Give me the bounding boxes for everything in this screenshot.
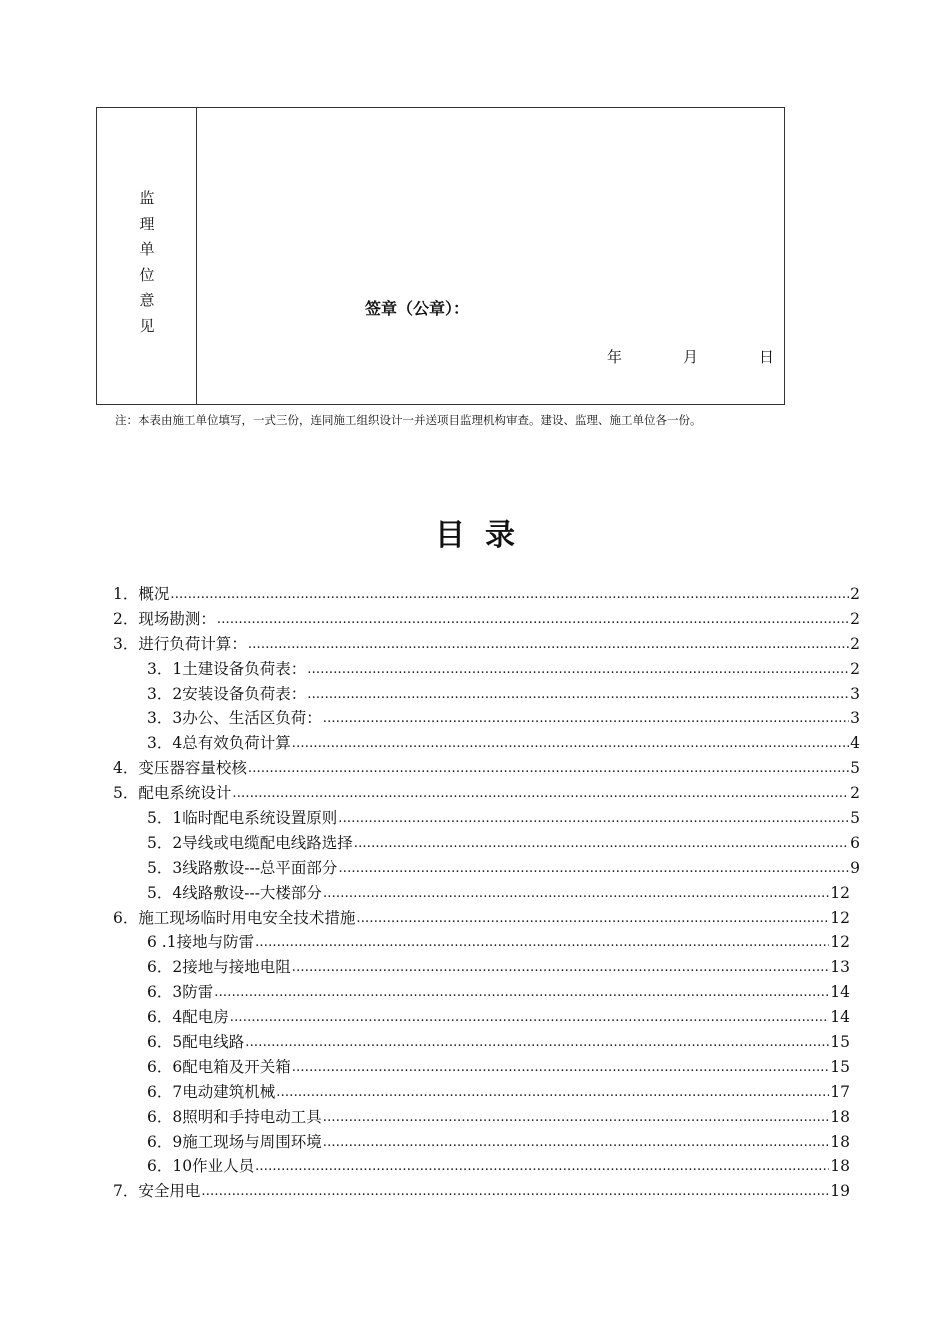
toc-entry[interactable] (113, 980, 860, 1005)
toc-entry[interactable] (113, 582, 860, 607)
toc-entry-page: 9 (850, 858, 860, 877)
toc-leader-dots (338, 858, 849, 876)
toc-entry-label: 6．10作业人员 (147, 1157, 255, 1176)
toc-entry[interactable] (113, 831, 860, 856)
toc-leader-dots (307, 684, 849, 702)
table-of-contents (113, 582, 860, 1204)
toc-entry-page: 13 (830, 958, 850, 977)
toc-leader-dots (217, 609, 849, 627)
toc-leader-dots (354, 833, 849, 851)
toc-entry[interactable] (113, 906, 860, 931)
toc-entry-page: 2 (850, 659, 860, 678)
toc-entry-page: 6 (850, 833, 860, 852)
toc-title: 目录 (435, 518, 535, 553)
toc-entry-page: 18 (830, 1132, 850, 1151)
toc-entry[interactable] (113, 806, 860, 831)
toc-entry-page: 12 (830, 933, 850, 952)
toc-entry-page: 4 (850, 734, 860, 753)
table-note: 注：本表由施工单位填写，一式三份，连同施工组织设计一并送项目监理机构审查。建设、监理、施工单位各一份。 (115, 413, 702, 427)
toc-entry[interactable] (113, 607, 860, 632)
toc-leader-dots (232, 783, 849, 801)
toc-entry[interactable] (113, 1154, 860, 1179)
toc-entry[interactable] (113, 881, 860, 906)
toc-leader-dots (323, 1132, 830, 1150)
label-char: 意 (139, 291, 155, 309)
opinion-label-cell (97, 108, 197, 404)
toc-leader-dots (292, 1057, 830, 1075)
toc-entry-label: 3．进行负荷计算： (113, 634, 247, 653)
toc-entry-page: 19 (830, 1182, 850, 1201)
toc-entry-label: 5．2导线或电缆配电线路选择 (147, 833, 353, 852)
toc-entry-label: 5．1临时配电系统设置原则 (147, 809, 338, 828)
toc-entry[interactable] (113, 1130, 860, 1155)
toc-entry[interactable] (113, 1179, 860, 1204)
toc-entry-page: 12 (830, 883, 850, 902)
toc-entry-label: 6．5配电线路 (147, 1033, 245, 1052)
toc-entry-page: 17 (830, 1082, 850, 1101)
toc-entry[interactable] (113, 731, 860, 756)
toc-leader-dots (201, 1181, 829, 1199)
toc-leader-dots (307, 659, 849, 677)
toc-entry-page: 14 (830, 1008, 850, 1027)
toc-entry-label: 6．8照明和手持电动工具 (147, 1107, 322, 1126)
toc-entry-page: 15 (830, 1057, 850, 1076)
toc-leader-dots (230, 1007, 830, 1025)
toc-leader-dots (248, 758, 849, 776)
toc-leader-dots (292, 733, 849, 751)
toc-entry[interactable] (113, 1055, 860, 1080)
label-char: 监 (139, 189, 155, 207)
label-char: 见 (139, 316, 155, 335)
toc-entry-page: 18 (830, 1107, 850, 1126)
toc-entry[interactable] (113, 856, 860, 881)
toc-entry-label: 5．配电系统设计 (113, 784, 232, 803)
toc-leader-dots (248, 634, 849, 652)
toc-entry-page: 5 (850, 759, 860, 778)
toc-entry-label: 6．施工现场临时用电安全技术措施 (113, 908, 356, 927)
toc-entry[interactable] (113, 706, 860, 731)
toc-entry-label: 6．2接地与接地电阻 (147, 958, 291, 977)
toc-leader-dots (323, 708, 849, 726)
toc-entry-label: 5．4线路敷设---大楼部分 (147, 883, 322, 902)
toc-entry-page: 5 (850, 809, 860, 828)
toc-entry-label: 6．4配电房 (147, 1008, 229, 1027)
toc-entry-page: 18 (830, 1157, 850, 1176)
toc-entry-page: 3 (850, 709, 860, 728)
toc-entry[interactable] (113, 657, 860, 682)
toc-entry-label: 5．3线路敷设---总平面部分 (147, 858, 338, 877)
toc-entry-page: 2 (850, 585, 860, 603)
toc-leader-dots (356, 908, 829, 926)
label-char: 位 (139, 265, 155, 284)
toc-leader-dots (170, 584, 849, 602)
toc-leader-dots (323, 883, 829, 901)
toc-entry-label: 4．变压器容量校核 (113, 759, 247, 778)
date-year: 年 (607, 348, 623, 366)
supervision-opinion-label (97, 186, 197, 339)
toc-leader-dots (255, 1156, 829, 1174)
toc-entry[interactable] (113, 1105, 860, 1130)
toc-entry-label: 3．4总有效负荷计算 (147, 734, 291, 753)
toc-entry-label: 6．3防雷 (147, 983, 214, 1002)
toc-leader-dots (338, 808, 849, 826)
label-char: 理 (139, 214, 155, 233)
toc-leader-dots (214, 982, 829, 1000)
seal-label: 签章（公章）： (365, 299, 470, 318)
toc-entry-page: 2 (850, 784, 860, 803)
toc-entry-label: 6 .1接地与防雷 (147, 933, 255, 952)
toc-entry-page: 12 (830, 908, 850, 927)
label-char: 单 (139, 240, 155, 258)
toc-entry-label: 3．2安装设备负荷表： (147, 684, 307, 703)
toc-entry-label: 6．6配电箱及开关箱 (147, 1057, 291, 1076)
toc-leader-dots (323, 1107, 830, 1125)
toc-leader-dots (292, 957, 830, 975)
toc-entry-label: 7．安全用电 (113, 1182, 201, 1201)
toc-entry-label: 6．7电动建筑机械 (147, 1082, 276, 1101)
toc-entry-label: 2．现场勘测： (113, 609, 216, 628)
toc-entry[interactable] (113, 1080, 860, 1105)
toc-entry-page: 2 (850, 634, 860, 653)
toc-entry[interactable] (113, 781, 860, 806)
toc-entry-label: 6．9施工现场与周围环境 (147, 1132, 322, 1151)
toc-entry[interactable] (113, 955, 860, 980)
toc-entry-page: 3 (850, 684, 860, 703)
toc-entry[interactable] (113, 1030, 860, 1055)
toc-entry-label: 1．概况 (113, 585, 170, 603)
toc-leader-dots (276, 1082, 829, 1100)
toc-entry-label: 3．3办公、生活区负荷： (147, 709, 322, 728)
toc-leader-dots (255, 932, 829, 950)
toc-entry-label: 3．1土建设备负荷表： (147, 659, 307, 678)
date-day: 日 (759, 348, 775, 366)
toc-entry[interactable] (113, 632, 860, 657)
toc-entry-page: 14 (830, 983, 850, 1002)
toc-leader-dots (245, 1032, 829, 1050)
toc-entry-page: 15 (830, 1033, 850, 1052)
toc-entry[interactable] (113, 682, 860, 707)
toc-entry-page: 2 (850, 609, 860, 628)
toc-entry[interactable] (113, 1005, 860, 1030)
supervision-opinion-table (96, 107, 785, 405)
date-month: 月 (683, 348, 699, 366)
toc-entry[interactable] (113, 756, 860, 781)
toc-entry[interactable] (113, 930, 860, 955)
